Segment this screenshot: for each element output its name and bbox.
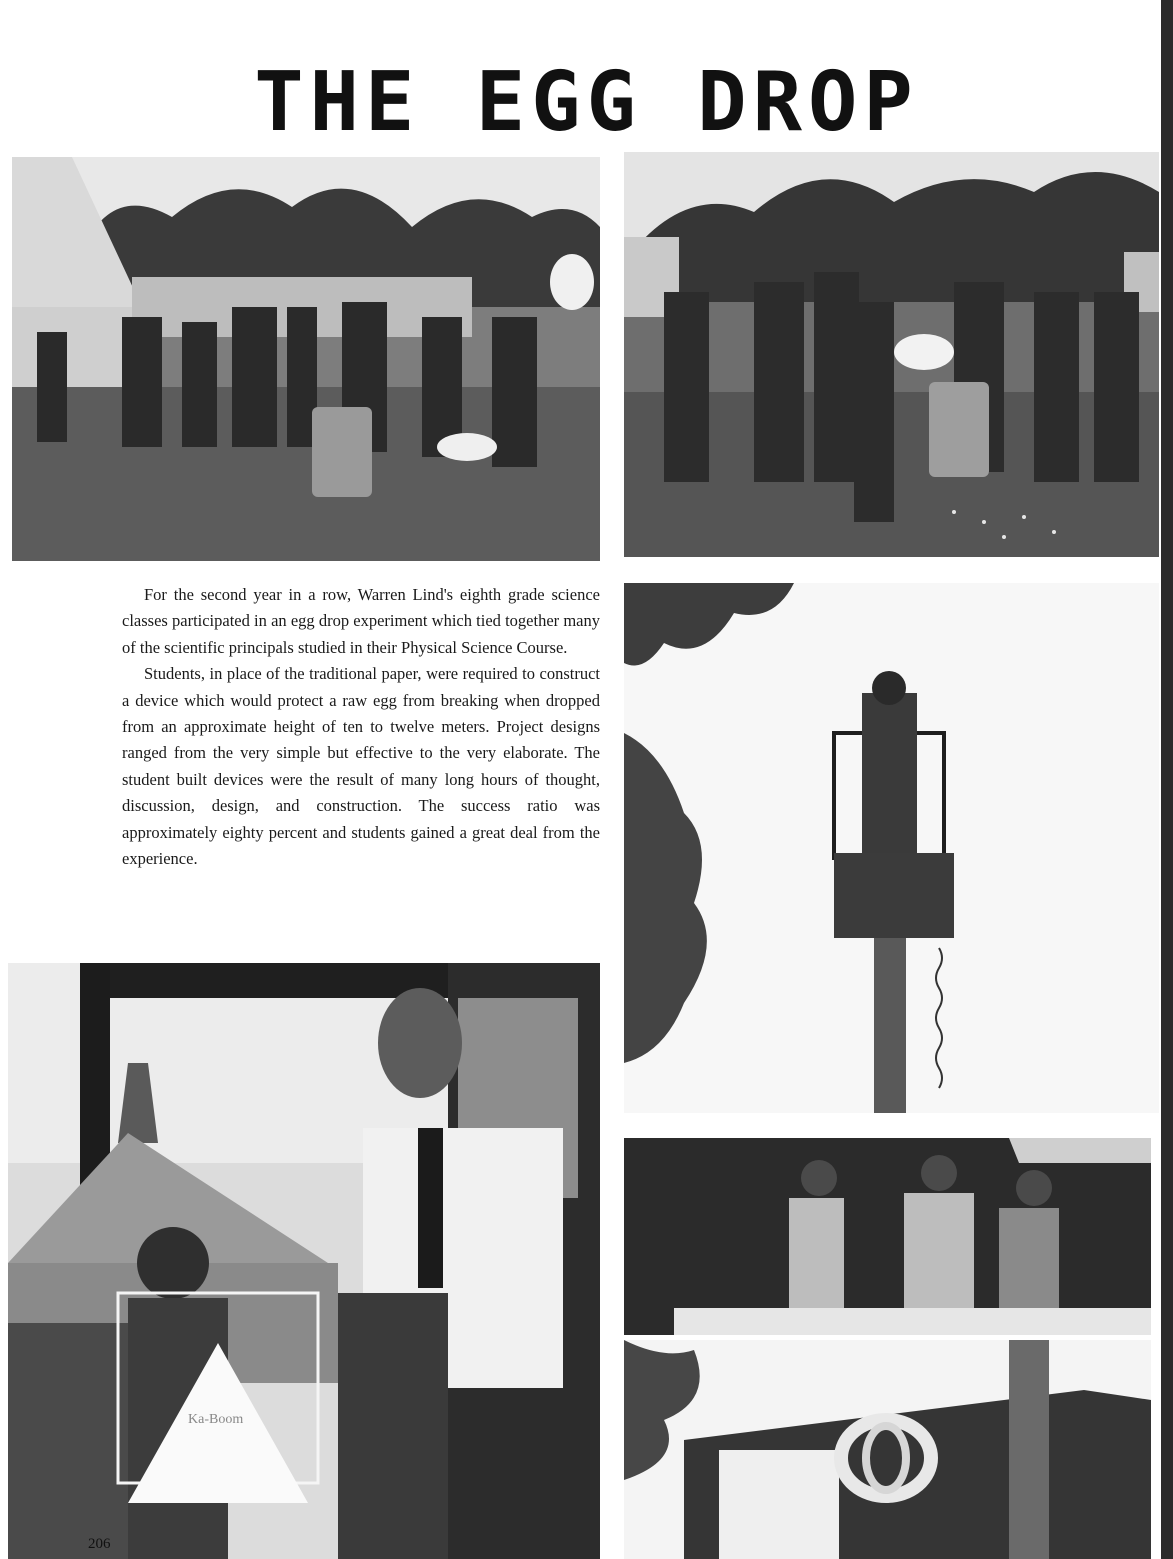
photo-boy-on-lift-platform [624,583,1159,1113]
article-paragraph: For the second year in a row, Warren Lind's eighth grade science classes participated in an egg drop experiment which tied together many of the scientific principals studied in their Physical Science Course. [122,585,600,657]
bag-lettering: Ka-Boom [188,1412,244,1427]
photo-students-watching [624,1138,1151,1335]
article-text [122,582,600,872]
photo-students-trash-can-left [12,157,600,561]
photo-egg-device-falling [624,1340,1151,1559]
page-title: THE EGG DROP [254,55,919,150]
photo-teacher-holding-egg-device [8,963,600,1559]
photo-students-trash-can-right [624,152,1159,557]
page-edge [1161,0,1173,1559]
article-paragraph: Students, in place of the traditional paper, were required to construct a device which would protect a raw egg from breaking when dropped from an approximate height of ten to twelve meters. Project designs ranged from the very simple but effective to the very elaborate. The student built devices were the result of many long hours of thought, discussion, design, and construction. The success ratio was approximately eighty percent and students gained a great deal from the experience. [122,664,600,869]
page-number: 206 [88,1536,111,1552]
